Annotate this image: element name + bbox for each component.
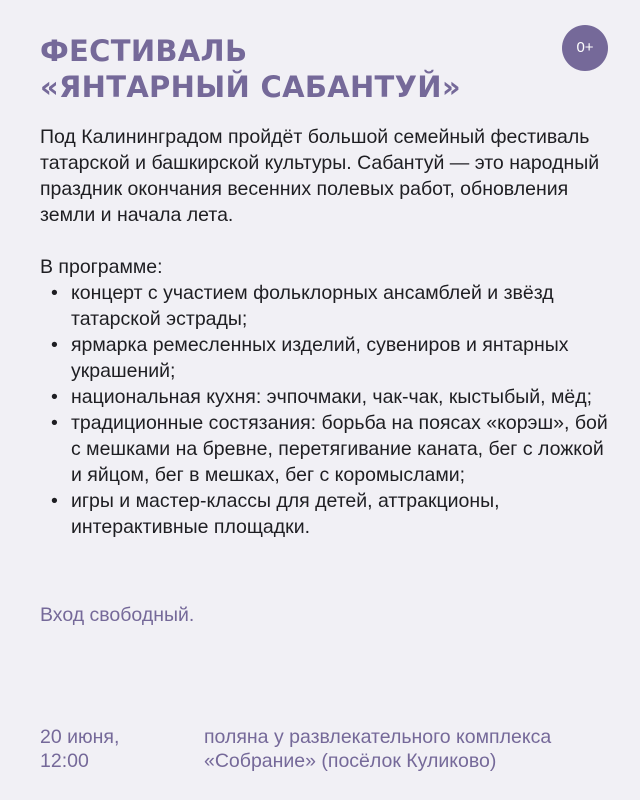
- program-list: [40, 280, 620, 540]
- title-line-1: ФЕСТИВАЛЬ: [40, 34, 248, 68]
- page-title: [40, 33, 540, 105]
- free-entry-note: Вход свободный.: [40, 604, 195, 626]
- program-item: • игры и мастер-классы для детей, аттракционы, интерактивные площадки.: [40, 488, 620, 540]
- event-datetime: [40, 725, 190, 773]
- event-location-line-1: поляна у развлекательного комплекса: [204, 726, 552, 748]
- main-content: [40, 124, 620, 540]
- event-date: 20 июня,: [40, 726, 120, 748]
- program-item: • ярмарка ремесленных изделий, сувениров и янтарных украшений;: [40, 332, 620, 384]
- program-item: • традиционные состязания: борьба на поясах «корэш», бой с мешками на бревне, перетягивание каната, бег с ложкой и яйцом, бег в мешках, бег с коромыслами;: [40, 410, 620, 488]
- program-heading: В программе:: [40, 256, 163, 278]
- title-line-2: «ЯНТАРНЫЙ САБАНТУЙ»: [40, 70, 461, 104]
- age-rating-badge: 0+: [562, 25, 608, 71]
- event-location-line-2: «Собрание» (посёлок Куликово): [204, 750, 497, 772]
- event-location: [204, 725, 624, 773]
- program-item: • концерт с участием фольклорных ансамблей и звёзд татарской эстрады;: [40, 280, 620, 332]
- event-time: 12:00: [40, 750, 89, 772]
- intro-paragraph: Под Калининградом пройдёт большой семейный фестиваль татарской и башкирской культуры. Сабантуй — это народный праздник окончания весенних полевых работ, обновления земли и начала лета.: [40, 126, 600, 226]
- program-item: • национальная кухня: эчпочмаки, чак-чак, кыстыбый, мёд;: [40, 384, 620, 410]
